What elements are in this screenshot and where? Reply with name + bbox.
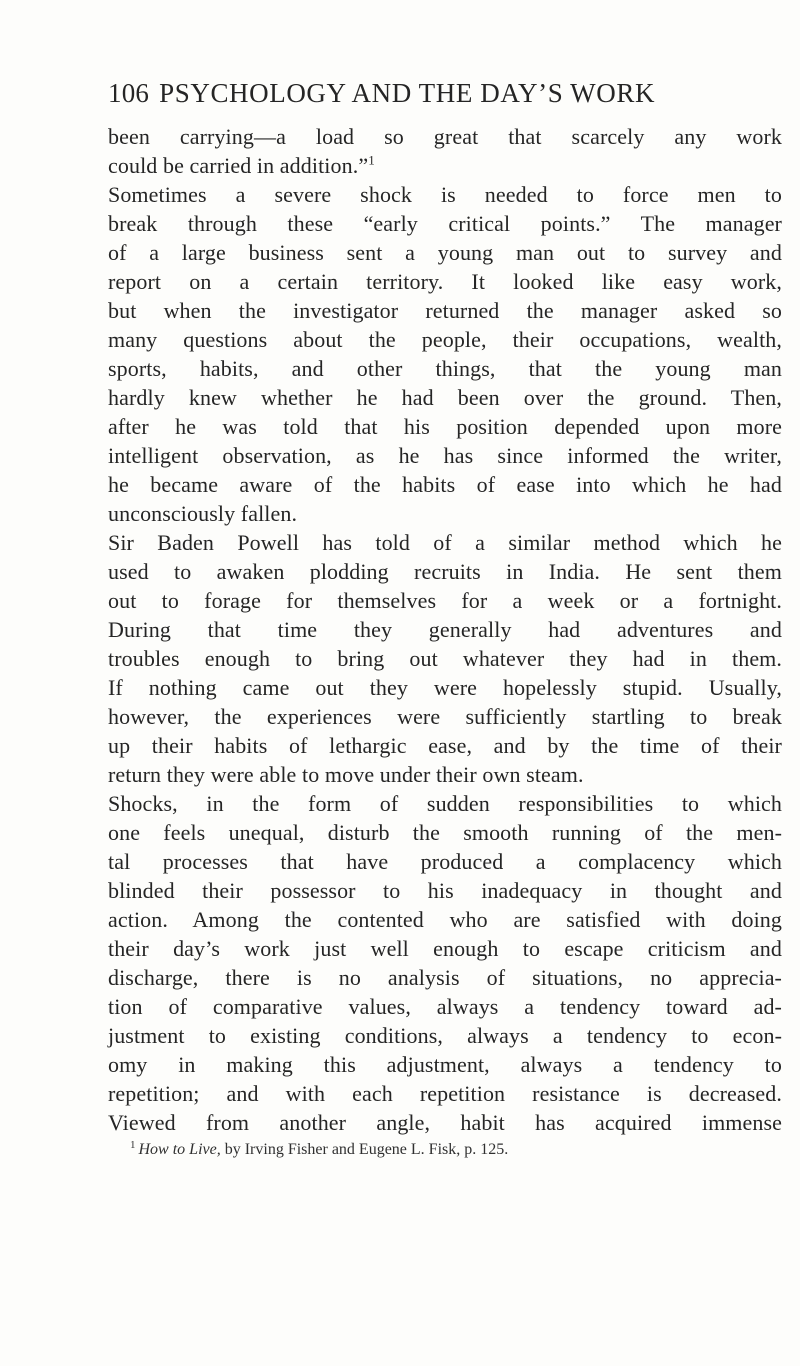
text-line: sports, habits, and other things, that the young man [108,356,782,381]
text-line: out to forage for themselves for a week or a fortnight. [108,588,782,613]
paragraph-start-line: Shocks, in the form of sudden responsibilities to which [108,791,782,816]
text-line [108,151,782,180]
text-line: up their habits of lethargic ease, and by the time of their [108,733,782,758]
text-line: however, the experiences were sufficiently startling to break [108,704,782,729]
footnote-book-title: How to Live, [138,1141,221,1158]
text-line: their day’s work just well enough to escape criticism and [108,936,782,961]
text-line: unconsciously fallen. [108,501,298,526]
text-line: justment to existing conditions, always a tendency to econ- [108,1023,782,1048]
text-line: repetition; and with each repetition resistance is decreased. [108,1081,782,1106]
footnote-citation: by Irving Fisher and Eugene L. Fisk, p. 125. [220,1141,509,1158]
text-line: tion of comparative values, always a tendency toward ad- [108,994,782,1019]
text-line: action. Among the contented who are satisfied with doing [108,907,782,932]
text-line: after he was told that his position depended upon more [108,414,782,439]
text-line-content: could be carried in addition.” [108,153,369,178]
text-line: used to awaken plodding recruits in India. He sent them [108,559,782,584]
book-page [108,76,782,1161]
text-line: return they were able to move under their own steam. [108,762,584,787]
text-line: of a large business sent a young man out to survey and [108,240,782,265]
paragraph-start-line: Sometimes a severe shock is needed to force men to [108,182,782,207]
text-line: troubles enough to bring out whatever they had in them. [108,646,782,671]
text-line: he became aware of the habits of ease into which he had [108,472,782,497]
body-text [108,122,782,1137]
text-line: Viewed from another angle, habit has acquired immense [108,1110,782,1135]
page-number: 106 [108,78,150,108]
text-line: blinded their possessor to his inadequacy in thought and [108,878,782,903]
text-line: report on a certain territory. It looked like easy work, [108,269,782,294]
running-header [108,76,782,110]
text-line: many questions about the people, their occupations, wealth, [108,327,782,352]
text-line: intelligent observation, as he has since informed the writer, [108,443,782,468]
text-line: discharge, there is no analysis of situations, no apprecia- [108,965,782,990]
text-line: omy in making this adjustment, always a tendency to [108,1052,782,1077]
text-line: but when the investigator returned the manager asked so [108,298,782,323]
running-title: PSYCHOLOGY AND THE DAY’S WORK [159,78,656,108]
text-line: tal processes that have produced a complacency which [108,849,782,874]
text-line: break through these “early critical points.” The manager [108,211,782,236]
paragraph-start-line: Sir Baden Powell has told of a similar method which he [108,530,782,555]
text-line: hardly knew whether he had been over the ground. Then, [108,385,782,410]
footnote-reference: 1 [368,152,375,168]
text-line: During that time they generally had adventures and [108,617,782,642]
text-line: If nothing came out they were hopelessly stupid. Usually, [108,675,782,700]
footnote [108,1139,782,1161]
footnote-mark: 1 [130,1138,136,1151]
text-line: one feels unequal, disturb the smooth running of the men- [108,820,782,845]
text-line: been carrying—a load so great that scarcely any work [108,124,782,149]
